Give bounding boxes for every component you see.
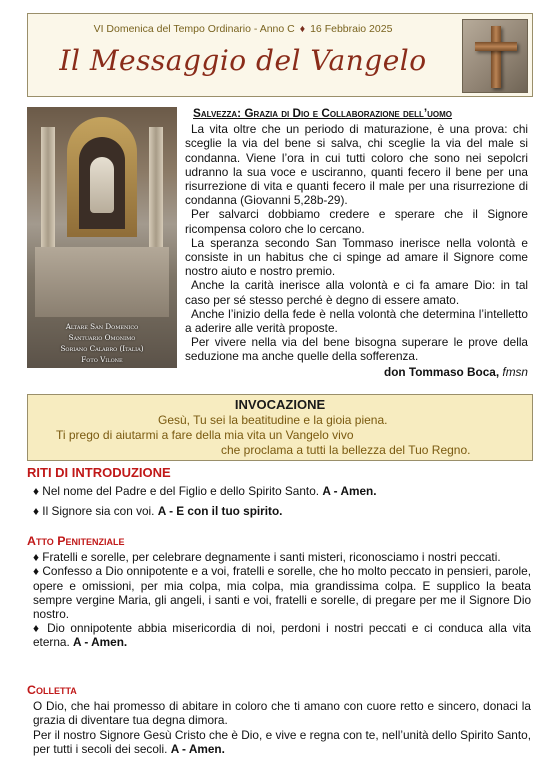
article-paragraph: Per salvarci dobbiamo credere e sperare che il Signore ricompensa coloro che lo cercano.	[185, 207, 528, 236]
article	[185, 106, 528, 379]
penitential-paragraph: ♦ Fratelli e sorelle, per celebrare degnamente i santi misteri, riconosciamo i nostri peccati.	[33, 550, 501, 565]
article-paragraph: Anche l’inizio della fede è nella volontà che determina l’intelletto a aderire alle verità proposte.	[185, 306, 528, 336]
invocation-line: Ti prego di aiutarmi a fare della mia vita un Vangelo vivo	[56, 428, 354, 442]
header-box	[27, 13, 533, 97]
penitential-paragraph: ♦ Dio onnipotente abbia misericordia di noi, perdoni i nostri peccati e ci conduca alla vita eterna. A - Amen.	[33, 621, 531, 650]
article-paragraph: La speranza secondo San Tommaso inerisce nella volontà e consiste in un habitus che ci spinge ad amare il Signore come nostro aiuto e nostro premio.	[185, 235, 528, 279]
liturgy-label: VI Domenica del Tempo Ordinario - Anno C	[93, 23, 295, 35]
altar-photo	[27, 107, 177, 368]
diamond-icon: ♦	[299, 23, 306, 35]
article-heading: Salvezza: Grazia di Dio e Collaborazione dell’uomo	[193, 106, 453, 120]
penitential-section	[27, 534, 531, 650]
page-title: Il Messaggio del Vangelo	[59, 44, 427, 77]
author-signature: don Tommaso Boca, fmsn	[384, 364, 528, 379]
rites-section	[27, 466, 531, 519]
article-paragraph: Anche la carità inerisce alla volontà e ci fa amare Dio: in tal caso per sé stesso perché è degno di essere amato.	[185, 278, 528, 307]
penitential-paragraph: ♦ Confesso a Dio onnipotente e a voi, fratelli e sorelle, che ho molto peccato in pensieri, parole, opere e omissioni, per mia colpa, mia colpa, mia grandissima colpa. E supplico la beata sempre vergine Maria, gli angeli, i santi e voi, fratelli e sorelle, di pregare per me il Signore Dio nostro.	[33, 564, 531, 622]
collect-paragraph: Per il nostro Signore Gesù Cristo che è Dio, e vive e regna con te, nell’unità dello Spirito Santo, per tutti i secoli dei secoli. A - Amen.	[33, 727, 531, 756]
article-paragraph: Per vivere nella via del bene bisogna superare le prove della seduzione ma anche quelle della sofferenza.	[185, 335, 528, 364]
collect-title: Colletta	[27, 683, 77, 697]
cross-icon	[491, 26, 501, 88]
collect-section	[27, 683, 531, 756]
liturgy-date-line	[28, 23, 458, 35]
invocation-line: che proclama a tutti la bellezza del Tuo Regno.	[221, 443, 471, 457]
date-label: 16 Febbraio 2025	[310, 23, 393, 35]
collect-paragraph: O Dio, che hai promesso di abitare in coloro che ti amano con cuore retto e sincero, donaci la grazia di diventare tua degna dimora.	[33, 699, 531, 728]
invocation-box	[27, 394, 533, 461]
article-paragraph: La vita oltre che un periodo di maturazione, è una prova: chi sceglie la via del bene si salva, chi sceglie la via del male si condanna. Viene l’ora in cui tutti coloro che sono nei sepolcri udranno la sua voce e usciranno, quanti fecero il bene per una risurrezione di vita e quanti fecero il male per una risurrezione di condanna (Giovanni 5,28b-29).	[185, 122, 528, 208]
rite-line: ♦ Il Signore sia con voi. A - E con il tuo spirito.	[33, 504, 283, 519]
invocation-line: Gesù, Tu sei la beatitudine e la gioia piena.	[158, 413, 388, 427]
photo-caption: Altare San Domenico Santuario Omonimo Soriano Calabro (Italia) Foto Vilone	[60, 322, 144, 364]
cross-image	[462, 19, 528, 93]
rite-line: ♦ Nel nome del Padre e del Figlio e dello Spirito Santo. A - Amen.	[33, 484, 377, 499]
penitential-title: Atto Penitenziale	[27, 534, 125, 548]
invocation-title: INVOCAZIONE	[234, 397, 326, 412]
rites-title: RITI DI INTRODUZIONE	[27, 465, 171, 480]
